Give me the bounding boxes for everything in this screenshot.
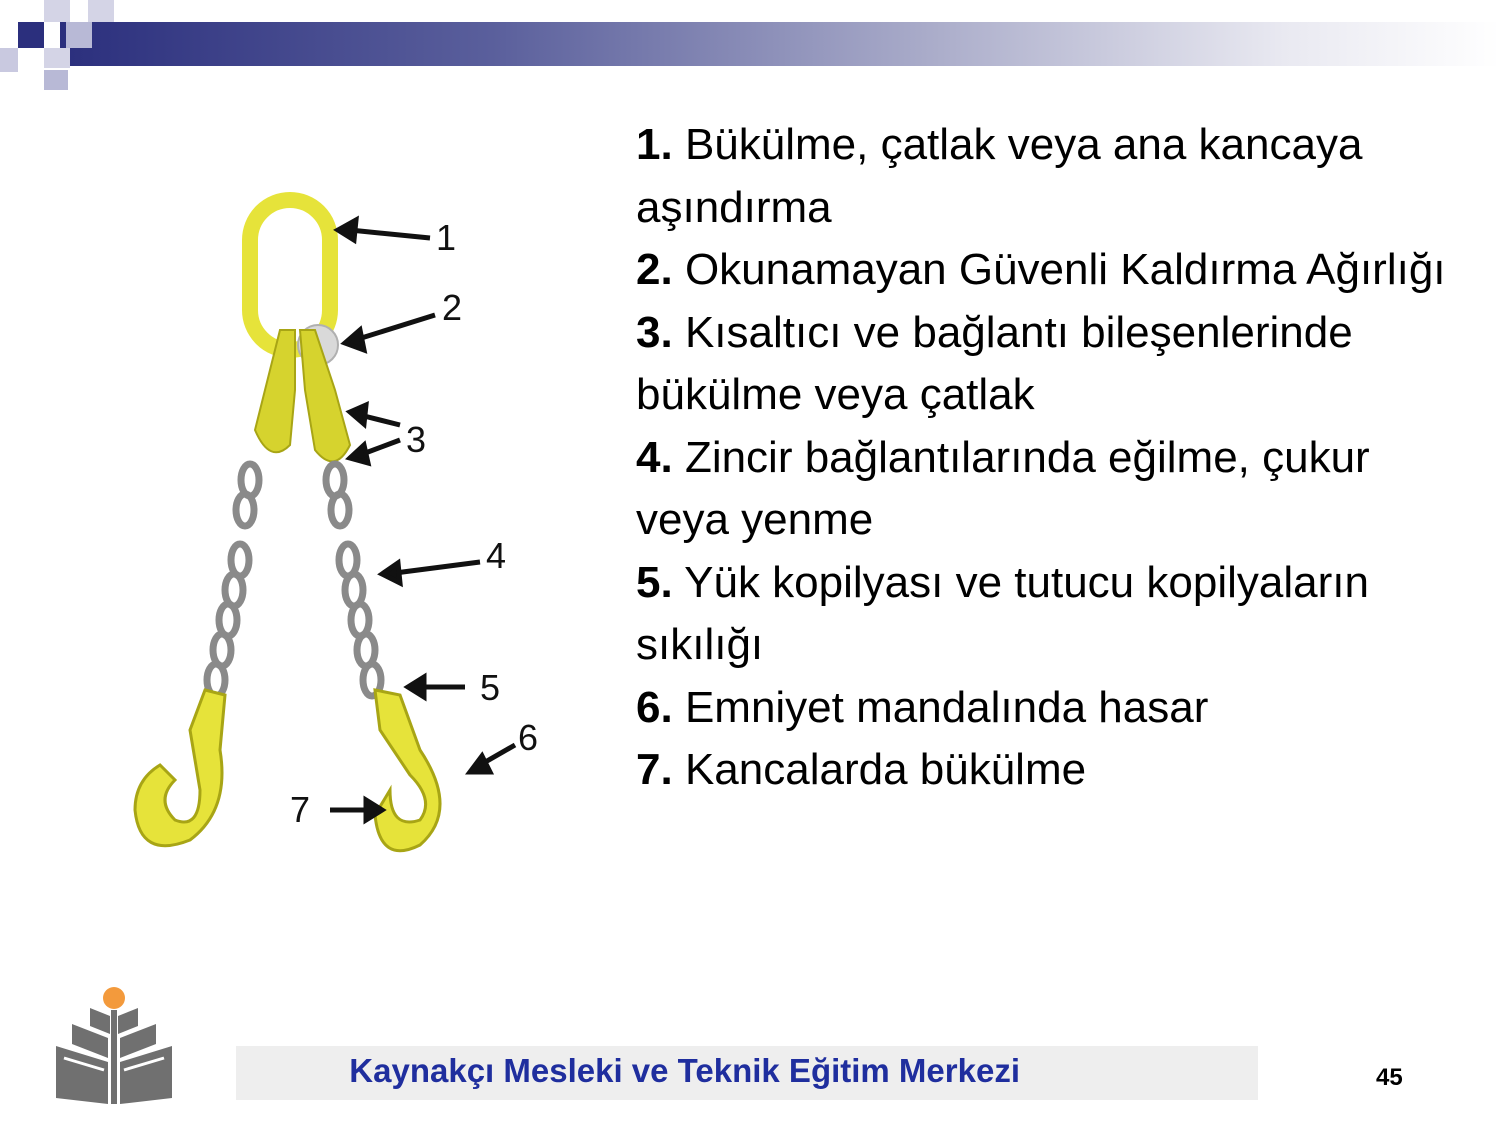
header-square-light <box>88 0 114 22</box>
list-item <box>636 427 1456 552</box>
item-number: 7. <box>636 745 673 794</box>
item-text: Bükülme, çatlak veya ana kancaya aşındırma <box>636 120 1363 232</box>
chain-left <box>207 464 259 696</box>
institution-logo <box>50 986 180 1106</box>
item-text: Zincir bağlantılarında eğilme, çukur veya yenme <box>636 432 1370 544</box>
callout-label-1: 1 <box>436 217 457 258</box>
item-text: Yük kopilyası ve tutucu kopilyaların sıkılığı <box>636 557 1369 669</box>
header-square-light <box>44 48 70 68</box>
header-square-mid <box>66 22 92 48</box>
list-item <box>636 677 1456 740</box>
callout-label-2: 2 <box>442 287 463 328</box>
item-number: 3. <box>636 307 673 357</box>
callout-label-7: 7 <box>290 789 311 830</box>
list-item <box>636 739 1456 802</box>
header-square-dark <box>18 22 44 48</box>
item-number: 5. <box>636 557 673 607</box>
list-item <box>636 239 1456 302</box>
callout-label-6: 6 <box>518 717 539 758</box>
header-square-light <box>44 0 70 22</box>
header-gradient-bar <box>60 22 1500 66</box>
list-item <box>636 552 1456 677</box>
callout-label-5: 5 <box>480 667 501 708</box>
item-text: Kancalarda bükülme <box>684 745 1087 794</box>
item-text: Emniyet mandalında hasar <box>684 682 1209 732</box>
item-number: 4. <box>636 432 673 482</box>
chain-sling-diagram <box>120 190 560 890</box>
item-text: Okunamayan Güvenli Kaldırma Ağırlığı <box>684 245 1446 294</box>
inspection-list <box>636 114 1456 802</box>
footer-institution-name: Kaynakçı Mesleki ve Teknik Eğitim Merkezi <box>349 1052 1020 1089</box>
list-item <box>636 302 1456 427</box>
item-number: 1. <box>636 120 673 169</box>
callout-label-4: 4 <box>486 535 507 576</box>
callout-label-3: 3 <box>406 419 427 460</box>
item-number: 2. <box>636 245 673 294</box>
item-number: 6. <box>636 682 673 732</box>
callout-arrows <box>330 220 515 820</box>
list-item <box>636 114 1456 239</box>
hook-left <box>135 690 225 846</box>
item-text: Kısaltıcı ve bağlantı bileşenlerinde bükülme veya çatlak <box>636 307 1353 419</box>
header-square-mid <box>0 48 18 72</box>
hook-right <box>375 690 440 851</box>
shortener-left <box>255 330 295 452</box>
header-square-light <box>44 70 68 90</box>
chain-right <box>326 464 381 696</box>
page-number: 45 <box>1376 1064 1403 1091</box>
